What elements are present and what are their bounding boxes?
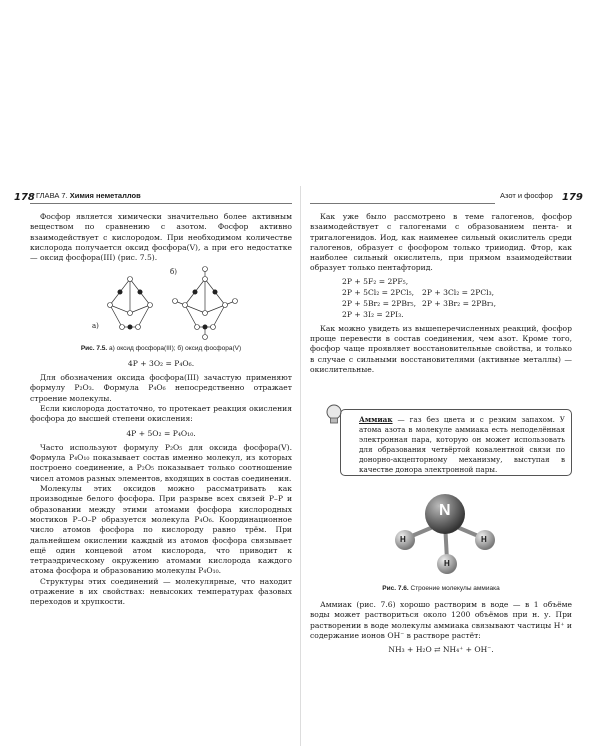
caption-number: Рис. 7.6. <box>382 585 409 592</box>
atom-n-label: N <box>439 502 451 519</box>
equation: 4P + 3O₂ = P₄O₆. <box>127 358 195 368</box>
equation: 2P + 3Cl₂ = 2PCl₃, <box>422 287 495 297</box>
figure-caption <box>310 585 572 592</box>
equation: 2P + 5F₂ = 2PF₅, <box>342 276 409 286</box>
paragraph: Молекулы этих оксидов можно рассматривать как производные белого фосфора. При разрыве всех связей P–P и образовании между этими атомами фосфора кислородных мостиков P–O–P образуется молекула P₄O₆. Координационное число атомов фосфора по кислороду равно трём. При дальнейшем окислении каждый из атомов фосфора связывает ещё один концевой атом кислорода, что приводит к тетраэдрическому окружению атомами кислорода каждого атома фосфора и образованию молекулы P₄O₁₀. <box>30 484 292 576</box>
atom-h-label: H <box>400 535 406 544</box>
right-column <box>310 212 572 375</box>
figure-b-label: б) <box>170 268 177 277</box>
right-column-lower <box>310 600 572 659</box>
paragraph: Если кислорода достаточно, то протекает реакция окисления фосфора до высшей степени окисления: <box>30 403 292 424</box>
paragraph: Аммиак (рис. 7.6) хорошо растворим в воде — в 1 объёме воды может раствориться около 1200 объёмов при н. у. При растворении в воде молекулы аммиака связывают частицы H⁺ и содержание ионов OH⁻ в растворе растёт: <box>310 600 572 640</box>
equation: 2P + 3I₂ = 2PI₃. <box>342 309 404 319</box>
ammonia-info-box <box>340 409 572 476</box>
caption-number: Рис. 7.5. <box>80 345 108 353</box>
figure-a-label: а) <box>92 322 99 331</box>
chapter-number: ГЛАВА 7. <box>36 191 68 200</box>
paragraph: Как можно увидеть из вышеперечисленных реакций, фосфор проще перевести в состав соединения, чем азот. Кроме того, фосфор чаще проявляет восстановительные свойства, и только в случае с сильными восстановителями (активные металлы) — окислительные. <box>310 323 572 374</box>
left-column <box>30 212 292 608</box>
paragraph: Для обозначения оксида фосфора(III) зачастую применяют формулу P₂O₃. Формула P₄O₆ непосредственно отражает строение молекулы. <box>30 373 292 403</box>
phosphorus-oxide-structures <box>30 265 292 341</box>
caption-text: Строение молекулы аммиака <box>410 585 500 592</box>
atom-h-label: H <box>444 559 450 568</box>
paragraph: Фосфор является химически значительно более активным веществом по сравнению с азотом. Фосфор активно взаимодействует с кислородом. При необходимом количестве кислорода получается оксид фосфора(V), а при его недостатке — оксид фосфора(III) (рис. 7.5). <box>30 212 292 263</box>
equation: 2P + 3Br₂ = 2PBr₃, <box>422 298 497 308</box>
chapter-label <box>36 191 141 200</box>
info-term: Аммиак <box>359 415 393 424</box>
left-page-number: 178 <box>14 192 35 203</box>
running-title: Азот и фосфор <box>500 191 553 200</box>
left-header-rule <box>30 203 292 204</box>
paragraph: Часто используют формулу P₂O₅ для оксида фосфора(V). Формула P₄O₁₀ показывает состав именно молекул, из которых построено соединение, а P₂O₅ показывает только соотношение чисел атомов разных элементов, входящих в состав соединения. <box>30 442 292 483</box>
equation <box>422 276 502 287</box>
equation: 4P + 5O₂ = P₄O₁₀. <box>126 428 196 438</box>
caption-text: а) оксид фосфора(III); б) оксид фосфора(V) <box>109 345 242 353</box>
right-page-number: 179 <box>562 192 583 203</box>
paragraph: Структуры этих соединений — молекулярные, что находит отражение в их свойствах: невысоких температурах фазовых переходов и хрупкости. <box>30 576 292 607</box>
info-text: — газ без цвета и с резким запахом. У атома азота в молекуле аммиака есть неподелённая электронная пара, которую он может использовать для образования четвёртой ковалентной связи по донорно-акцепторному механизму, выступая в качестве донора электронной пары. <box>359 415 565 474</box>
right-header-rule <box>310 203 495 204</box>
paragraph: Как уже было рассмотрено в теме галогенов, фосфор взаимодействует с галогенами с образованием пента- и тригалогенидов. Иод, как наименее сильный окислитель среди галогенов, образует с фосфором только трииодид. Фтор, как наиболее сильный окислитель, при прямом взаимодействии образует только пентафторид. <box>310 212 572 273</box>
equation: 2P + 5Br₂ = 2PBr₅, <box>342 298 417 308</box>
chapter-title: Химия неметаллов <box>69 191 141 200</box>
book-spine <box>300 186 301 746</box>
figure-caption <box>30 344 292 354</box>
equation: NH₃ + H₂O ⇄ NH₄⁺ + OH⁻. <box>388 645 494 655</box>
atom-h-label: H <box>481 535 487 544</box>
halogen-equations <box>342 276 572 320</box>
equation: 2P + 5Cl₂ = 2PCl₅, <box>342 287 415 297</box>
figure-7-5 <box>30 265 292 341</box>
equation <box>422 309 502 320</box>
